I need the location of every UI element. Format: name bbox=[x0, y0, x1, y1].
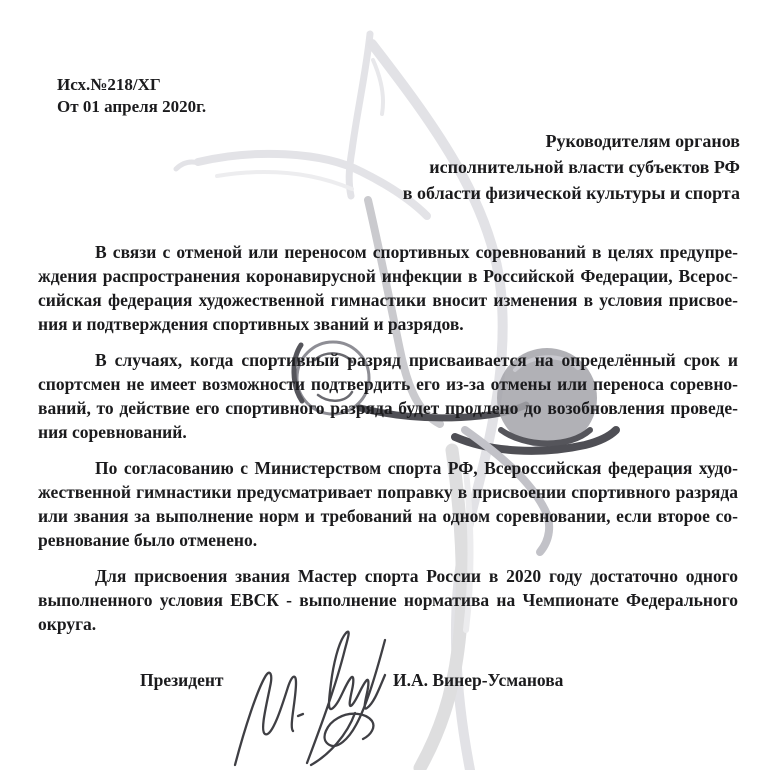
body-line: В связи с отменой или переносом спортивных соревнований в целях предупре- bbox=[95, 242, 738, 262]
recipient-line: исполнительной власти субъектов РФ bbox=[429, 157, 740, 177]
signer-name: И.А. Винер-Усманова bbox=[393, 670, 564, 690]
body-line: В случаях, когда спортивный разряд присваивается на определённый срок и bbox=[95, 350, 738, 370]
paragraph bbox=[38, 240, 738, 336]
paragraph bbox=[38, 348, 738, 444]
body-line: ния и подтверждения спортивных званий и разрядов. bbox=[38, 314, 464, 334]
body-line: округа. bbox=[38, 614, 97, 634]
handwritten-signature bbox=[225, 615, 395, 770]
body-line: ваний, то действие его спортивного разряда будет продлено до возобновления проведе- bbox=[38, 398, 738, 418]
body-line: ния соревнований. bbox=[38, 422, 187, 442]
letterhead bbox=[57, 74, 206, 118]
recipient-block bbox=[403, 128, 740, 206]
paragraph bbox=[38, 456, 738, 552]
body-line: По согласованию с Министерством спорта РФ, Всероссийская федерация худо- bbox=[95, 458, 738, 478]
body-line: Для присвоения звания Мастер спорта России в 2020 году достаточно одного bbox=[95, 566, 738, 586]
body-line: ждения распространения коронавирусной инфекции в Российской Федерации, Всерос- bbox=[38, 266, 738, 286]
signer-title: Президент bbox=[140, 670, 224, 690]
recipient-line: Руководителям органов bbox=[545, 131, 740, 151]
body-line: или звания за выполнение норм и требований на одном соревновании, если второе со- bbox=[38, 506, 738, 526]
body-line: спортсмен не имеет возможности подтвердить его из-за отмены или переноса соревно- bbox=[38, 374, 738, 394]
body-line: сийская федерация художественной гимнастики вносит изменения в условия присвое- bbox=[38, 290, 738, 310]
body-line: выполненного условия ЕВСК - выполнение норматива на Чемпионате Федерального bbox=[38, 590, 738, 610]
letter-body bbox=[38, 240, 738, 648]
letter-date: От 01 апреля 2020г. bbox=[57, 97, 207, 116]
body-line: ревнование было отменено. bbox=[38, 530, 258, 550]
recipient-line: в области физической культуры и спорта bbox=[402, 183, 740, 203]
body-line: жественной гимнастики предусматривает поправку в присвоении спортивного разряда bbox=[38, 482, 738, 502]
outgoing-number: Исх.№218/ХГ bbox=[57, 75, 161, 94]
